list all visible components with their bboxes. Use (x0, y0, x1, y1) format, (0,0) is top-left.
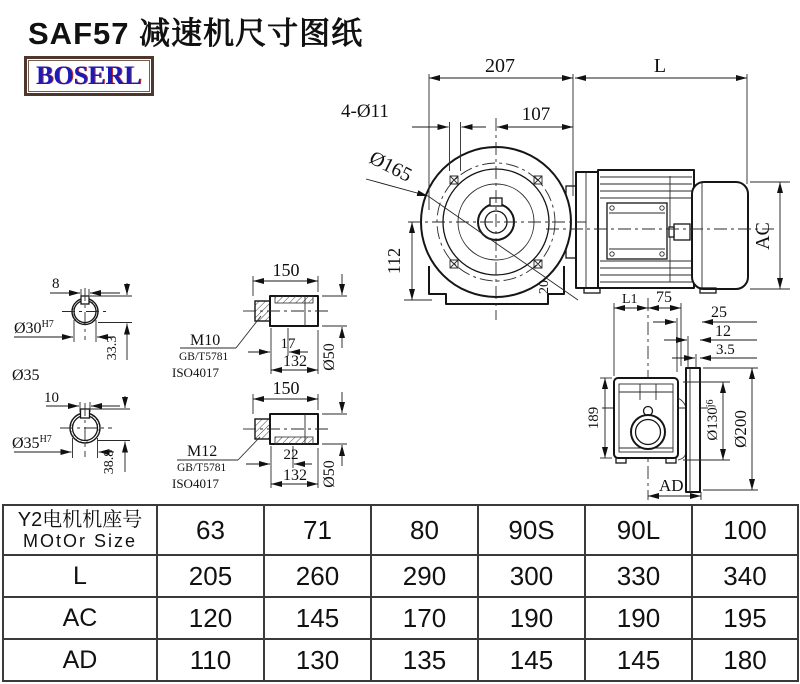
dim-150-b: 150 (272, 378, 300, 398)
dim-key-8: 8 (52, 276, 60, 292)
size-col-5: 100 (692, 505, 798, 555)
dim-key-10: 10 (44, 390, 59, 406)
size-col-4: 90L (585, 505, 692, 555)
dim-bolt-holes: 4-Ø11 (341, 101, 389, 122)
shaft-section-35 (12, 390, 130, 474)
dim-flange-200: Ø200 (731, 410, 750, 448)
label-gb-b: GB/T5781 (177, 462, 227, 474)
size-col-0: 63 (157, 505, 264, 555)
dim-132-a: 132 (283, 353, 307, 370)
size-col-3: 90S (478, 505, 585, 555)
dim-38-8: 38.8 (102, 449, 117, 475)
dim-75: 75 (656, 289, 672, 306)
dim-12: 12 (715, 323, 731, 340)
label-m12: M12 (187, 443, 218, 460)
table-header-row (3, 505, 798, 555)
dim-189: 189 (586, 406, 602, 430)
AD-value-1: 130 (264, 639, 371, 681)
label-iso-a: ISO4017 (172, 365, 219, 380)
dim-207: 207 (485, 55, 515, 77)
L-value-4: 330 (585, 555, 692, 597)
dim-17: 17 (280, 336, 296, 352)
table-row-L (3, 555, 798, 597)
dim-AD: AD (659, 476, 684, 495)
AD-value-4: 145 (585, 639, 692, 681)
label-gb-a: GB/T5781 (179, 351, 229, 363)
rear-view (586, 289, 758, 500)
header-cn: Y2电机机座号 (17, 509, 143, 531)
AD-value-5: 180 (692, 639, 798, 681)
AC-value-4: 190 (585, 597, 692, 639)
L-value-5: 340 (692, 555, 798, 597)
AC-value-0: 120 (157, 597, 264, 639)
dim-spigot-diameter: $Ø130^{j6}$ (705, 399, 721, 441)
AC-value-1: 145 (264, 597, 371, 639)
row-label-AD: AD (3, 639, 157, 681)
motor-size-header-cell (3, 505, 157, 555)
dim-20: 20 (537, 280, 552, 294)
boserl-logo-text: BOSERL (28, 60, 150, 92)
dim-shaft-35: Ø35 (12, 367, 40, 384)
header-en: MOtOr Size (22, 531, 137, 551)
dim-33-3: 33.3 (105, 335, 120, 361)
AD-value-3: 145 (478, 639, 585, 681)
page-title: SAF57 减速机尺寸图纸 (28, 16, 364, 51)
AC-value-3: 190 (478, 597, 585, 639)
L-value-0: 205 (157, 555, 264, 597)
dim-132-b: 132 (283, 467, 307, 484)
dim-L1: L1 (622, 292, 638, 307)
dim-d50-b: Ø50 (321, 460, 338, 488)
label-m10: M10 (190, 332, 221, 349)
dim-112: 112 (384, 247, 404, 275)
dim-bore-35: $Ø35^{H7}$ (12, 434, 52, 452)
AC-value-2: 170 (371, 597, 478, 639)
size-col-1: 71 (264, 505, 371, 555)
dim-3-5: 3.5 (716, 342, 735, 358)
dim-bore-30: $Ø30^{H7}$ (14, 319, 54, 337)
shaft-section-30 (12, 276, 132, 384)
row-label-L: L (3, 555, 157, 597)
dim-22: 22 (283, 447, 299, 463)
dim-25: 25 (711, 304, 727, 321)
AC-value-5: 195 (692, 597, 798, 639)
row-label-AC: AC (3, 597, 157, 639)
L-value-3: 300 (478, 555, 585, 597)
AD-value-2: 135 (371, 639, 478, 681)
table-row-AD (3, 639, 798, 681)
dim-L: L (653, 55, 667, 77)
AD-value-0: 110 (157, 639, 264, 681)
table-row-AC (3, 597, 798, 639)
motor-size-table (2, 504, 799, 682)
dim-107: 107 (521, 104, 551, 125)
dim-flange-diameter: Ø165 (365, 146, 416, 187)
L-value-1: 260 (264, 555, 371, 597)
dim-d50-a: Ø50 (321, 343, 338, 371)
output-shaft-m12 (172, 378, 347, 491)
dim-AC: AC (752, 222, 774, 250)
L-value-2: 290 (371, 555, 478, 597)
dim-150-a: 150 (272, 260, 300, 280)
size-col-2: 80 (371, 505, 478, 555)
label-iso-b: ISO4017 (172, 476, 219, 491)
output-shaft-m10 (172, 260, 347, 380)
